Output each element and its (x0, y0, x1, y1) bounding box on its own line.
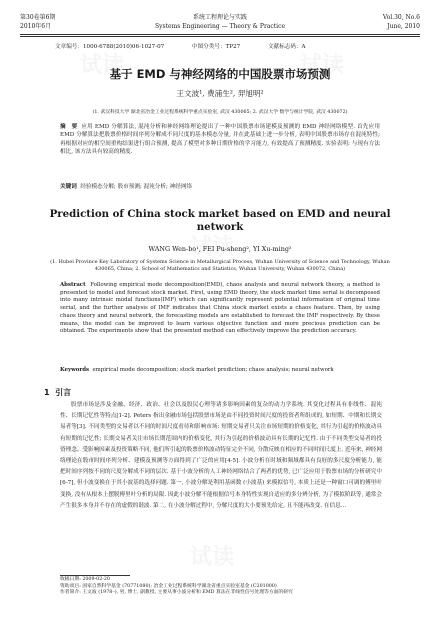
funding-note: 资助项目: 国家自然科学基金 (70771080); 冶金工业过程系统科学湖北省重点实验室基金 (C201000) (60, 583, 277, 589)
authors-chinese: 王文波¹, 费浦生², 羿旭明² (176, 89, 264, 98)
journal-name-cn: 系统工程理论与实践 (192, 14, 247, 21)
abstract-chinese (60, 123, 380, 157)
publication-date-cn: 2010年6月 (20, 23, 52, 30)
journal-name-en: Systems Engineering — Theory & Practice (154, 23, 286, 30)
received-date: 收稿日期: 2009-02-20 (60, 577, 110, 582)
watermark (190, 540, 234, 571)
volume-issue-en: Vol.30, No.6 (382, 14, 420, 21)
keywords-label-cn: 关键词 (60, 184, 77, 190)
keywords-english (60, 367, 380, 375)
affiliation-english: (1. Hubei Province Key Laboratory of Systems Science in Metallurgical Process, Wuhan University of Science and Technology, Wuhan 430065, China; 2. School of Mathematics and Statistics, Wuhan University, Wuhan 430072, China) (50, 259, 390, 272)
abstract-label-en: Abstract (60, 282, 86, 288)
keywords-chinese (60, 183, 380, 191)
keywords-label-en: Keywords (60, 367, 90, 373)
publication-date-en: June, 2010 (387, 23, 420, 30)
abstract-label-cn: 摘 要 (60, 124, 78, 130)
authors-english: WANG Wen-bo¹, FEI Pu-sheng², YI Xu-ming² (148, 245, 292, 253)
clc-number: 中图分类号：TP27 (191, 44, 241, 50)
title-chinese: 基于 EMD 与神经网络的中国股票市场预测 (109, 67, 331, 81)
header-rule-thin (20, 36, 420, 37)
article-meta (55, 43, 332, 51)
header-rule (20, 34, 420, 35)
footnote (60, 577, 382, 597)
volume-issue-cn: 第30卷第6期 (20, 14, 56, 21)
footnote-rule (60, 575, 130, 576)
title-english: Prediction of China stock market based on EMD and neural network (49, 208, 391, 233)
body-text: 股票市场是涉及金融、经济、政治、社会以及股民心理等诸多影响因素的复杂的动力学系统. 其变化过程具有非线性、混沌性、长期记忆性等特点[1-2]. Peters 指出金融市场包括股票市场是由不同投资时间尺度的投资者所组成的, 如短期、中期和长期交易者等[3]. 不同类型的交易者以不同的时间尺度看待和影响市场: 短期交易者只关注市场短期的价格变化, 其行为引起的价格波动具有短期的记忆性; 长期交易者关注市场长期范围内的价格变化, 其行为引起的价格波动具有长期的记忆性. 由于不同类型交易者的投资理念、受影响因素及投资策略不同, 他们所引起的股票价格波动特征完全不同, 分散反映在相应的不同时间尺度上. 近年来, 神经网络理论在股市时间序列分析、建模及预测等方面得到了广泛的应用[4-5]. 小波分析在时域和频域都具有良好的多尺度分析能力, 能把时间序列按不同的尺度分解成不同的层次. 基于小波分析的人工神经网络结合了两者的优势, 已广泛应用于股票市场的分析研究中[6-7], 但小波变换在于其小波基的选择问题. 第一, 小波分解是利用基函数 (小波基) 来模拟信号, 本质上还是一种窗口可调的傅里叶变换, 没有从根本上摆脱傅里叶分析的局限. 因此小波分解不能根据信号本身特性实现自适应的多分辨分析, 为了模拟阶跃等, 通常会产生很多本身并不存在的虚假的谐波. 第二, 在小波分解过程中, 分解尺度的大小要预先给定, 且不能再改变. 在信息… (60, 402, 382, 509)
affiliation-chinese: (1. 武汉科技大学 湖北省冶金工业过程系统科学重点实验室, 武汉 430065; 2. 武汉大学 数学与统计学院, 武汉 430072) (92, 110, 348, 115)
abstract-text-en: Following empirical mode decomposition(EMD), chaos analysis and neural network theory, a method is presented to model and forecast stock market. First, using EMD theory, the stock market time serial is decomposed into many intrinsic modal functions(IMF) which can significantly represent potential information of original time serial, and the further analysis of IMF indicates that China stock market exists a chaos feature. Then, by using chaos theory and neural network, the forecasting models are established to forecast the IMF respectively. By these means, the model can be improved to learn various objective function and more precious prediction can be obtained. The experiments show that the presented method can effectively improve the prediction accuracy. (60, 282, 380, 335)
article-number: 文章编号：1000-6788(2010)06-1027-07 (55, 44, 165, 50)
section-heading (44, 387, 71, 398)
section-title: 引言 (55, 388, 72, 397)
document-code: 文献标志码：A (267, 44, 306, 50)
abstract-text-cn: 应用 EMD 分解算法, 混沌分析和神经网络理论提出了一种中国股票市场建模及预测的 EMD 神经网络模型. 首先应用 EMD 分解算法把股票价格时间序列分解成不同尺度的基本模态分量, 并在此基础上进一步分析, 表明中国股票市场存在混沌特性; 再根据对应的相空间重构结果进行组合预测, 提高了模型对多种日期价格的学习能力, 有效提高了预测精度. 实验表明: 与现有方法相比, 该方法具有较高的精度. (60, 124, 380, 156)
abstract-english (60, 282, 380, 336)
keywords-text-cn: 经验模态分解; 股市预测; 混沌分析; 神经网络 (80, 184, 193, 190)
keywords-text-en: empirical mode decomposition; stock market prediction; chaos analysis; neural network (92, 367, 334, 373)
section-number: 1 (44, 388, 50, 397)
author-bio: 作者简介: 王文波 (1978–), 男, 博士, 副教授, 主要从事小波分析和 EMD 算法在非线性信号处理等方面的研究 (60, 590, 293, 596)
